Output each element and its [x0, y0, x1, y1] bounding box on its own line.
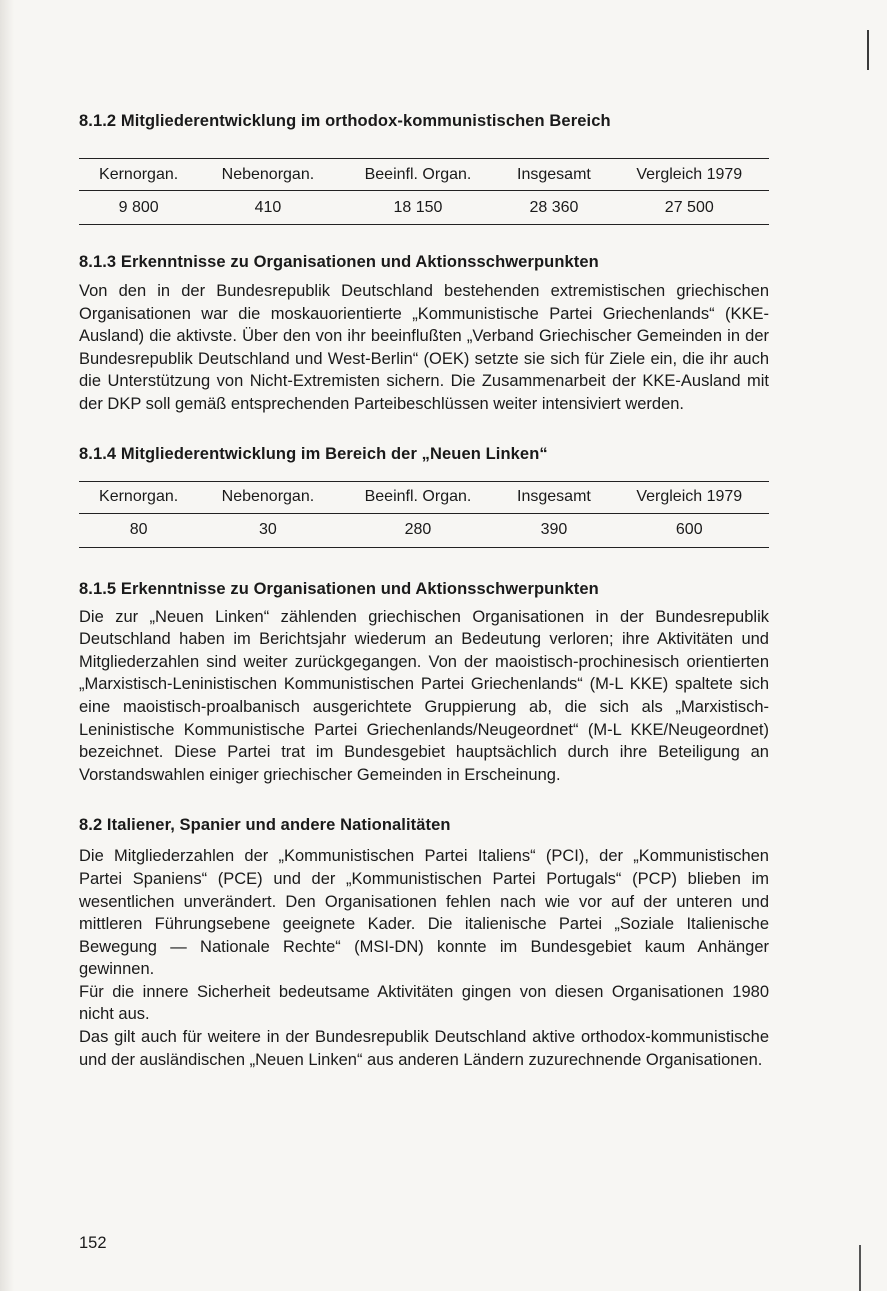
header-insgesamt: Insgesamt [498, 481, 609, 513]
table-header-row [79, 159, 769, 191]
section-heading-8-1-2: 8.1.2 Mitgliederentwicklung im orthodox-kommunistischen Bereich [79, 112, 611, 130]
table-header-row [79, 481, 769, 513]
section-heading-8-1-3: 8.1.3 Erkenntnisse zu Organisationen und Aktionsschwerpunkten [79, 253, 599, 271]
scan-edge-shadow [0, 0, 14, 1291]
cell-beeinfl-organ: 280 [338, 513, 499, 547]
cell-vergleich-1979: 27 500 [610, 191, 769, 225]
scan-artifact-line [867, 30, 869, 70]
section-paragraph-8-2-2: Für die innere Sicherheit bedeutsame Aktivitäten gingen von diesen Organisationen 1980 nicht aus. [79, 982, 769, 1024]
membership-table-new-left [79, 481, 769, 548]
scan-artifact-line [859, 1245, 861, 1291]
membership-table-orthodox [79, 158, 769, 225]
cell-nebenorgan: 410 [198, 191, 337, 225]
header-nebenorgan: Nebenorgan. [198, 481, 337, 513]
header-vergleich-1979: Vergleich 1979 [610, 481, 769, 513]
section-paragraph-8-1-5: Die zur „Neuen Linken“ zählenden griechischen Organisationen in der Bundesrepublik Deutschland haben im Berichtsjahr wiederum an Bedeutung verloren; ihre Aktivitäten und Mitgliederzahlen sind weiter zurückgegangen. Von der maoistisch-prochinesisch orientierten „Marxistisch-Leninistischen Kommunistischen Partei Griechenlands“ (M-L KKE) spaltete sich eine maoistisch-proalbanisch ausgerichtete Gruppierung ab, die sich als „Marxistisch-Leninistische Kommunistische Partei Griechenlands/Neugeordnet“ (M-L KKE/Neugeordnet) bezeichnet. Diese Partei trat im Bundesgebiet hauptsächlich durch ihre Beteiligung an Vorstandswahlen einiger griechischer Gemeinden in Erscheinung. [79, 607, 769, 784]
section-heading-8-1-4: 8.1.4 Mitgliederentwicklung im Bereich der „Neuen Linken“ [79, 444, 548, 463]
header-kernorgan: Kernorgan. [79, 481, 198, 513]
cell-insgesamt: 390 [498, 513, 609, 547]
cell-kernorgan: 80 [79, 513, 198, 547]
section-paragraph-8-2-3: Das gilt auch für weitere in der Bundesrepublik Deutschland aktive orthodox-kommunistische und der ausländischen „Neuen Linken“ aus anderen Ländern zuzurechnende Organisationen. [79, 1028, 769, 1069]
page-content [79, 112, 769, 1071]
header-kernorgan: Kernorgan. [79, 159, 198, 191]
cell-kernorgan: 9 800 [79, 191, 198, 225]
header-insgesamt: Insgesamt [498, 159, 609, 191]
section-heading-8-2: 8.2 Italiener, Spanier und andere Nationalitäten [79, 816, 451, 835]
table-row [79, 513, 769, 547]
header-vergleich-1979: Vergleich 1979 [610, 159, 769, 191]
cell-vergleich-1979: 600 [610, 513, 769, 547]
section-paragraph-8-2-1: Die Mitgliederzahlen der „Kommunistischen Partei Italiens“ (PCI), der „Kommunistischen Partei Spaniens“ (PCE) und der „Kommunistischen Partei Portugals“ (PCP) blieben im wesentlichen unverändert. Den Organisationen fehlen nach wie vor auf der unteren und mittleren Führungsebene geeignete Kader. Die italienische Partei „Soziale Italienische Bewegung — Nationale Rechte“ (MSI-DN) konnte im Bundesgebiet kaum Anhänger gewinnen. [79, 847, 769, 979]
page-number: 152 [79, 1234, 107, 1252]
cell-nebenorgan: 30 [198, 513, 337, 547]
section-paragraph-8-1-3: Von den in der Bundesrepublik Deutschland bestehenden extremistischen griechischen Organisationen war die moskauorientierte „Kommunistische Partei Griechenlands“ (KKE-Ausland) die aktivste. Über den von ihr beeinflußten „Verband Griechischer Gemeinden in der Bundesrepublik Deutschland und West-Berlin“ (OEK) setzte sie sich für Ziele ein, die ihr auch die Unterstützung von Nicht-Extremisten sichern. Die Zusammenarbeit der KKE-Ausland mit der DKP soll gemäß entsprechenden Parteibeschlüssen weiter intensiviert werden. [79, 282, 769, 413]
cell-insgesamt: 28 360 [498, 191, 609, 225]
cell-beeinfl-organ: 18 150 [338, 191, 499, 225]
table-row [79, 191, 769, 225]
section-heading-8-1-5: 8.1.5 Erkenntnisse zu Organisationen und Aktionsschwerpunkten [79, 579, 599, 598]
header-beeinfl-organ: Beeinfl. Organ. [338, 159, 499, 191]
header-beeinfl-organ: Beeinfl. Organ. [338, 481, 499, 513]
header-nebenorgan: Nebenorgan. [198, 159, 337, 191]
